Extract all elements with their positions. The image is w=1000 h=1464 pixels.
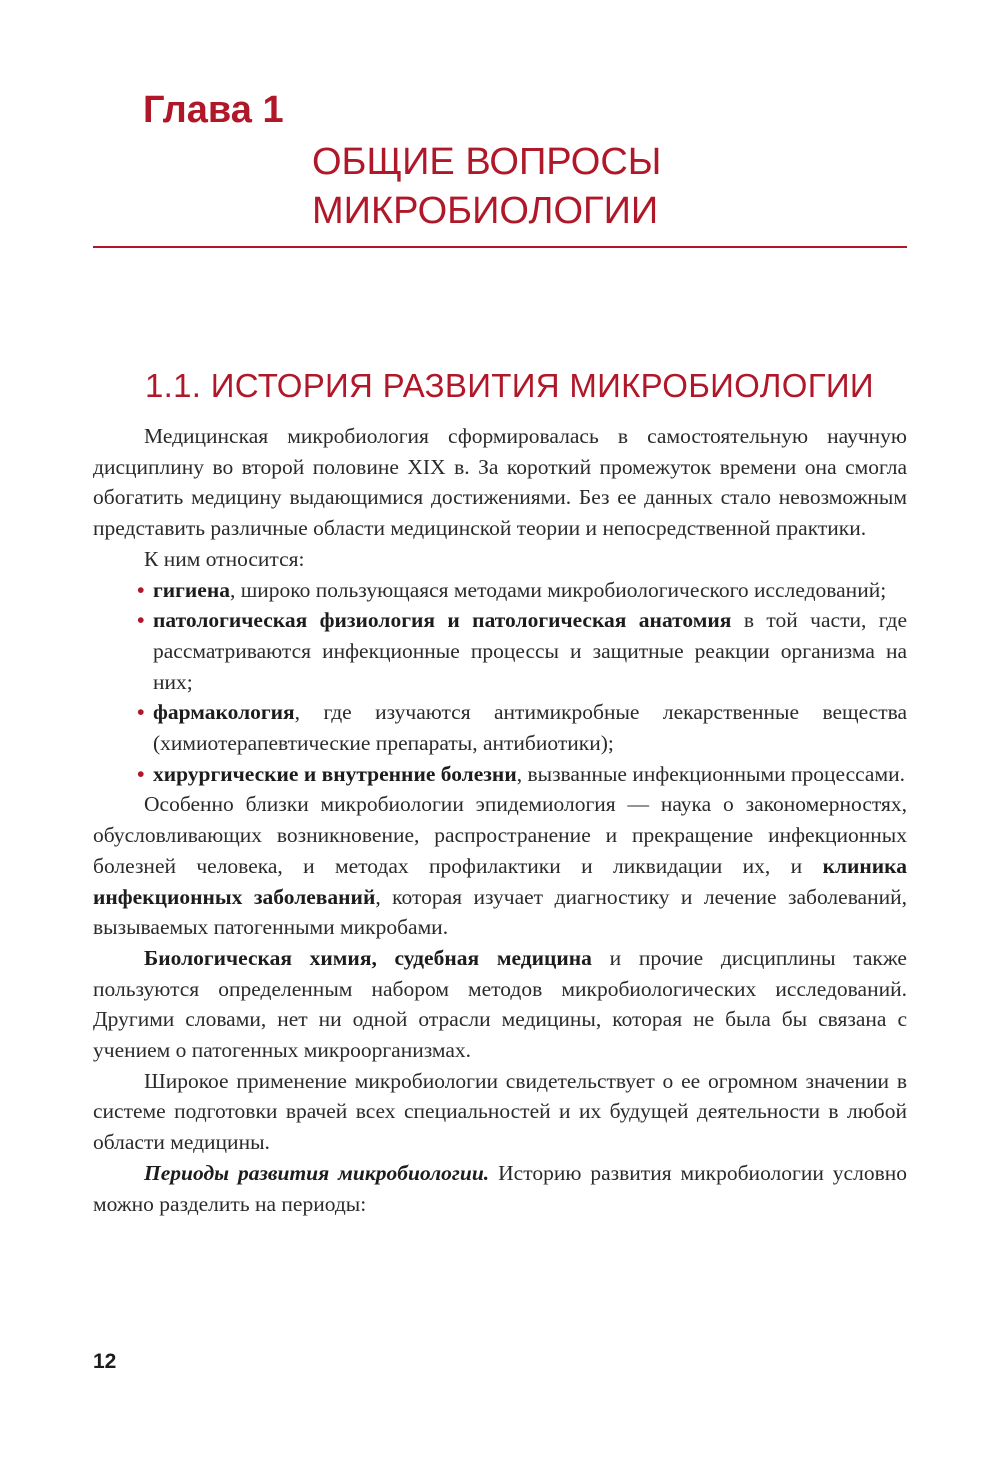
paragraph-epidemiology-end: , которая изучает диагностику и лечение заболеваний, вызываемых патогенными микробами.	[93, 884, 907, 940]
chapter-title	[312, 138, 661, 236]
paragraph-importance: Широкое применение микробиологии свидетельствует о ее огромном значении в системе подготовки врачей всех специальностей и их будущей деятельности в любой области медицины.	[93, 1068, 907, 1155]
list-item-text: , вызванные инфекционными процессами.	[516, 761, 905, 786]
list-item	[93, 575, 907, 606]
list-item-term: патологическая физиология и патологическая анатомия	[153, 608, 732, 633]
paragraph-periods-text: Историю развития микробиологии условно можно разделить на периоды:	[93, 1160, 907, 1216]
paragraph-epidemiology-start: Особенно близки микробиологии эпидемиология — наука о закономерностях, обусловливающих возникновение, распространение и прекращение инфекционных болезней человека, и методах профилактики и ликвидации их, и	[93, 792, 907, 878]
chapter-title-line-2: МИКРОБИОЛОГИИ	[312, 190, 659, 232]
chapter-divider	[93, 246, 907, 248]
disciplines-list	[93, 575, 907, 790]
section-title: 1.1. ИСТОРИЯ РАЗВИТИЯ МИКРОБИОЛОГИИ	[145, 367, 874, 404]
paragraph-biochemistry	[93, 943, 907, 1066]
list-item-term: хирургические и внутренние болезни	[153, 761, 517, 786]
list-item-text: , широко пользующаяся методами микробиологического исследований;	[229, 577, 887, 602]
list-item-term: гигиена	[153, 577, 230, 602]
list-item	[93, 759, 907, 790]
paragraph-biochemistry-term: Биологическая химия, судебная медицина	[144, 945, 592, 970]
body-text	[93, 421, 907, 1219]
bullet-icon: •	[137, 700, 145, 725]
paragraph-periods	[93, 1158, 907, 1219]
paragraph-periods-lead: Периоды развития микробиологии.	[144, 1160, 490, 1185]
page-number: 12	[93, 1350, 117, 1373]
list-item-term: фармакология	[153, 700, 295, 725]
chapter-label: Глава 1	[143, 89, 284, 131]
bullet-icon: •	[137, 608, 145, 633]
bullet-icon: •	[137, 577, 145, 602]
list-item	[93, 605, 907, 697]
paragraph-biochemistry-text: и прочие дисциплины также пользуются определенным набором методов микробиологических исследований. Другими словами, нет ни одной отрасли медицины, которая не была бы связана с учением о патогенных микроорганизмах.	[93, 945, 907, 1063]
list-item	[93, 697, 907, 758]
chapter-title-line-1: ОБЩИЕ ВОПРОСЫ	[312, 141, 662, 183]
paragraph-epidemiology-term: клиника инфекционных заболеваний	[93, 853, 907, 909]
paragraph-intro: Медицинская микробиология сформировалась в самостоятельную научную дисциплину во второй половине XIX в. За короткий промежуток времени она смогла обогатить медицину выдающимися достижениями. Без ее данных стало невозможным представить различные области медицинской теории и непосредственной практики.	[93, 424, 907, 541]
list-item-text: в той части, где рассматриваются инфекционные процессы и защитные реакции организма на них;	[153, 608, 907, 694]
list-item-text: , где изучаются антимикробные лекарственные вещества (химиотерапевтические препараты, антибиотики);	[153, 700, 907, 756]
paragraph-epidemiology	[93, 789, 907, 943]
bullet-icon: •	[137, 761, 145, 786]
paragraph-list-lead: К ним относится:	[144, 546, 305, 571]
